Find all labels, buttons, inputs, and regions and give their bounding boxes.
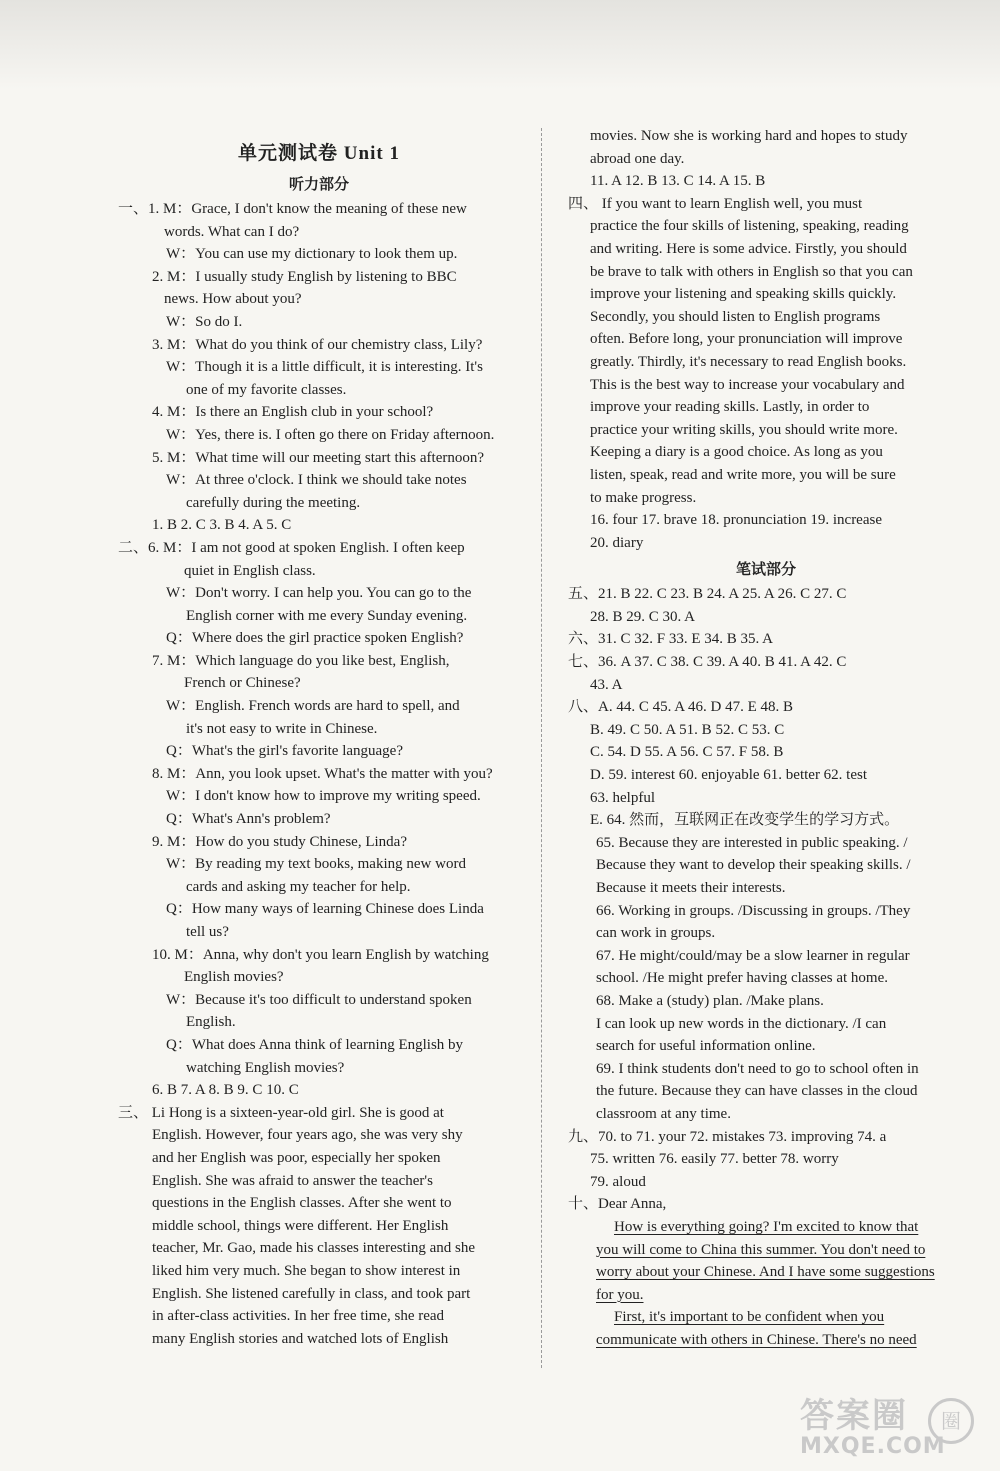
section-writing-heading: 笔试部分 [735, 562, 796, 579]
text-line: English. [186, 1014, 236, 1031]
answer-line: 63. helpful [590, 789, 655, 806]
left-column [118, 128, 520, 1350]
text-line: 四、 If you want to learn English well, you must [568, 195, 863, 212]
answer-line: 1. B 2. C 3. B 4. A 5. C [152, 517, 292, 534]
text-line: in after-class activities. In her free time, she read [152, 1308, 445, 1325]
text-line: W：Don't worry. I can help you. You can go to the [166, 585, 472, 602]
text-line: school. /He might prefer having classes at home. [596, 970, 889, 987]
text-line: 2. M：I usually study English by listening to BBC [152, 268, 457, 285]
text-line: middle school, things were different. Her English [152, 1217, 449, 1234]
text-line: news. How about you? [164, 291, 302, 308]
right-column [568, 125, 964, 1351]
text-line: greatly. Thirdly, it's necessary to read English books. [590, 353, 907, 370]
text-line: Q：What's Ann's problem? [166, 811, 331, 828]
answer-line: 79. aloud [590, 1173, 646, 1190]
text-line: and writing. Here is some advice. Firstly, you should [590, 240, 907, 257]
text-line: English. She was afraid to answer the teacher's [152, 1172, 433, 1189]
text-line: classroom at any time. [596, 1105, 731, 1122]
text-line: 3. M：What do you think of our chemistry class, Lily? [152, 336, 483, 353]
text-line: listen, speak, read and write more, you will be sure [590, 466, 896, 483]
text-line: Because it meets their interests. [596, 880, 786, 896]
text-line: Secondly, you should listen to English programs [590, 308, 881, 325]
left-column-text [118, 198, 520, 1350]
answer-line: 六、31. C 32. F 33. E 34. B 35. A [568, 631, 774, 648]
text-line: 三、 Li Hong is a sixteen-year-old girl. She is good at [118, 1104, 444, 1121]
text-line: 67. He might/could/may be a slow learner in regular [596, 947, 910, 964]
text-line: 5. M：What time will our meeting start this afternoon? [152, 449, 485, 466]
page-title: 单元测试卷 Unit 1 [238, 143, 400, 164]
essay-line: for you. [596, 1286, 644, 1303]
text-line: improve your reading skills. Lastly, in order to [590, 399, 870, 416]
answer-line: C. 54. D 55. A 56. C 57. F 58. B [590, 744, 784, 761]
text-line: W：Yes, there is. I often go there on Friday afternoon. [166, 426, 495, 443]
answer-line: 43. A [590, 676, 623, 693]
text-line: 4. M：Is there an English club in your school? [152, 404, 434, 421]
text-line: 10. M：Anna, why don't you learn English by watching [152, 946, 489, 963]
answer-line: 6. B 7. A 8. B 9. C 10. C [152, 1082, 299, 1099]
text-line: often. Before long, your pronunciation will improve [590, 331, 903, 348]
text-line: tell us? [186, 924, 229, 940]
text-line: 二、6. M：I am not good at spoken English. I often keep [118, 539, 465, 556]
text-line: French or Chinese? [184, 675, 301, 692]
answer-line: D. 59. interest 60. enjoyable 61. better 62. test [590, 767, 868, 784]
answer-line: 五、21. B 22. C 23. B 24. A 25. A 26. C 27. C [568, 586, 847, 603]
text-line: W：English. French words are hard to spell, and [166, 698, 460, 715]
answer-line: 20. diary [590, 534, 644, 551]
answer-line: 七、36. A 37. C 38. C 39. A 40. B 41. A 42. C [568, 654, 847, 671]
text-line: questions in the English classes. After she went to [152, 1195, 452, 1212]
answer-line: 11. A 12. B 13. C 14. A 15. B [590, 173, 766, 190]
essay-line: How is everything going? I'm excited to know that [614, 1218, 919, 1235]
text-line: cards and asking my teacher for help. [186, 878, 411, 895]
answer-line: E. 64. 然而，互联网正在改变学生的学习方式。 [590, 812, 900, 829]
text-line: 65. Because they are interested in public speaking. / [596, 834, 908, 851]
text-line: W：Though it is a little difficult, it is interesting. It's [166, 359, 483, 376]
text-line: 8. M：Ann, you look upset. What's the matter with you? [152, 765, 493, 782]
text-line: 66. Working in groups. /Discussing in groups. /They [596, 902, 911, 919]
text-line: W：I don't know how to improve my writing speed. [166, 788, 481, 805]
text-line: practice your writing skills, you should write more. [590, 421, 898, 438]
answer-line: 16. four 17. brave 18. pronunciation 19. increase [590, 512, 882, 529]
column-divider [541, 128, 542, 1368]
text-line: English movies? [184, 969, 284, 986]
text-line: English. She listened carefully in class, and took part [152, 1285, 471, 1302]
answer-line: 75. written 76. easily 77. better 78. worry [590, 1151, 839, 1168]
text-line: W：So do I. [166, 313, 243, 330]
text-line: can work in groups. [596, 925, 716, 942]
essay-greeting: 十、Dear Anna, [568, 1196, 667, 1213]
site-watermark [800, 1398, 980, 1468]
text-line: search for useful information online. [596, 1038, 816, 1055]
text-line: English corner with me every Sunday evening. [186, 607, 468, 624]
text-line: Because they want to develop their speaking skills. / [596, 857, 911, 874]
text-line: W：Because it's too difficult to understand spoken [166, 991, 472, 1008]
text-line: and her English was poor, especially her spoken [152, 1149, 441, 1166]
text-line: abroad one day. [590, 150, 685, 167]
text-line: quiet in English class. [184, 562, 316, 579]
text-line: W：You can use my dictionary to look them up. [166, 246, 458, 263]
text-line: teacher, Mr. Gao, made his classes interesting and she [152, 1240, 476, 1257]
essay-line: communicate with others in Chinese. There's no need [596, 1331, 917, 1348]
right-column-text-b [568, 583, 964, 1351]
text-line: one of my favorite classes. [186, 381, 347, 398]
text-line: to make progress. [590, 489, 697, 506]
text-line: Keeping a diary is a good choice. As long as you [590, 444, 883, 461]
answer-line: 28. B 29. C 30. A [590, 608, 696, 625]
text-line: This is the best way to increase your vocabulary and [590, 376, 905, 393]
text-line: Q：Where does the girl practice spoken English? [166, 630, 464, 647]
essay-line: First, it's important to be confident when you [614, 1309, 885, 1326]
text-line: 7. M：Which language do you like best, English, [152, 652, 450, 669]
text-line: Q：What's the girl's favorite language? [166, 743, 403, 760]
text-line: 69. I think students don't need to go to school often in [596, 1060, 919, 1077]
text-line: Q：How many ways of learning Chinese does Linda [166, 901, 484, 918]
text-line: words. What can I do? [164, 223, 300, 240]
watermark-url: MXQE.COM [800, 1434, 946, 1459]
answer-line: B. 49. C 50. A 51. B 52. C 53. C [590, 721, 785, 738]
text-line: it's not easy to write in Chinese. [186, 720, 378, 737]
text-line: W：At three o'clock. I think we should take notes [166, 472, 467, 489]
essay-line: worry about your Chinese. And I have some suggestions [596, 1264, 935, 1281]
scan-shadow [0, 0, 1000, 90]
text-line: English. However, four years ago, she was very shy [152, 1127, 463, 1144]
text-line: be brave to talk with others in English so that you can [590, 263, 913, 280]
answer-line: 九、70. to 71. your 72. mistakes 73. improving 74. a [568, 1128, 887, 1145]
text-line: I can look up new words in the dictionary. /I can [596, 1015, 887, 1032]
text-line: W：By reading my text books, making new word [166, 856, 466, 873]
section-listening-heading: 听力部分 [288, 177, 349, 193]
watermark-logo-text: 答案圈 [800, 1396, 908, 1436]
answer-line: 八、A. 44. C 45. A 46. D 47. E 48. B [568, 699, 794, 716]
text-line: movies. Now she is working hard and hopes to study [590, 128, 908, 144]
text-line: 68. Make a (study) plan. /Make plans. [596, 992, 824, 1009]
text-line: improve your listening and speaking skills quickly. [590, 286, 897, 303]
watermark-badge-icon: 圈 [928, 1398, 974, 1444]
text-line: liked him very much. She began to show interest in [152, 1262, 461, 1279]
text-line: 9. M：How do you study Chinese, Linda? [152, 833, 407, 850]
text-line: practice the four skills of listening, speaking, reading [590, 218, 909, 235]
right-column-text-a [568, 125, 964, 554]
text-line: 一、1. M：Grace, I don't know the meaning of these new [118, 201, 467, 217]
text-line: many English stories and watched lots of English [152, 1330, 449, 1347]
text-line: the future. Because they can have classes in the cloud [596, 1083, 918, 1100]
essay-line: you will come to China this summer. You don't need to [596, 1241, 926, 1258]
text-line: watching English movies? [186, 1059, 345, 1076]
text-line: Q：What does Anna think of learning English by [166, 1036, 464, 1053]
text-line: carefully during the meeting. [186, 494, 361, 511]
